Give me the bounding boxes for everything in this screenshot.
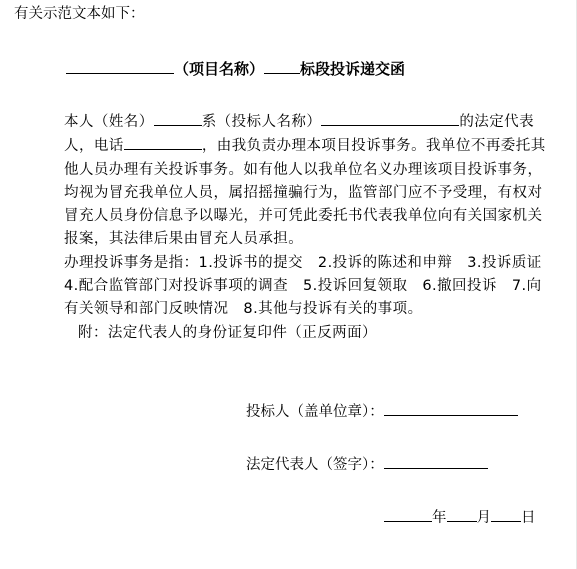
- year-blank: [384, 506, 432, 522]
- bidder-name-blank: [321, 110, 459, 126]
- paragraph-scope: 办理投诉事务是指：1.投诉书的提交 2.投诉的陈述和申辩 3.投诉质证 4.配合监管部门对投诉事项的调查 5.投诉回复领取 6.撤回投诉 7.向有关领导和部门反映情况 8.其他与投诉有关的事项。: [64, 254, 542, 318]
- bidder-signature-blank: [384, 400, 518, 416]
- month-label: 月: [476, 510, 491, 526]
- date-row: [384, 506, 536, 528]
- document-body: [32, 110, 550, 345]
- legal-rep-signature-row: [246, 453, 488, 475]
- day-label: 日: [521, 510, 536, 526]
- year-label: 年: [432, 510, 447, 526]
- para1-segment-name: 本人（姓名）: [64, 114, 154, 130]
- day-blank: [491, 506, 521, 522]
- para1-segment-phone: 的法定代表人，电话: [64, 114, 535, 155]
- intro-text: 有关示范文本如下：: [14, 6, 145, 22]
- paragraph-attachment: 附：法定代表人的身份证复印件（正反两面）: [78, 324, 377, 341]
- para1-segment-rest: ，由我负责办理本项目投诉事务。我单位不再委托其他人员办理有关投诉事务。如有他人以我单位名义办理该项目投诉事务，均视为冒充我单位人员，属招摇撞骗行为，监管部门应不予受理，有权对冒充人员身份信息予以曝光，并可凭此委托书代表我单位向有关国家机关报案，其法律后果由冒充人员承担。: [64, 138, 546, 248]
- legal-rep-signature-label: 法定代表人（签字）：: [246, 457, 384, 473]
- legal-rep-signature-blank: [384, 453, 488, 469]
- para1-segment-bidder: 系（投标人名称）: [201, 114, 322, 130]
- bidder-signature-label: 投标人（盖单位章）：: [246, 404, 384, 420]
- paragraph-authorization: [32, 110, 550, 252]
- title-suffix: 标段投诉递交函: [300, 60, 406, 78]
- document-title: [66, 58, 405, 79]
- project-name-blank: [66, 58, 174, 74]
- section-blank: [264, 58, 300, 74]
- bidder-signature-row: [246, 400, 518, 422]
- name-blank: [154, 110, 202, 126]
- phone-blank: [124, 134, 202, 150]
- month-blank: [447, 506, 477, 522]
- title-project-name: （项目名称）: [174, 60, 265, 78]
